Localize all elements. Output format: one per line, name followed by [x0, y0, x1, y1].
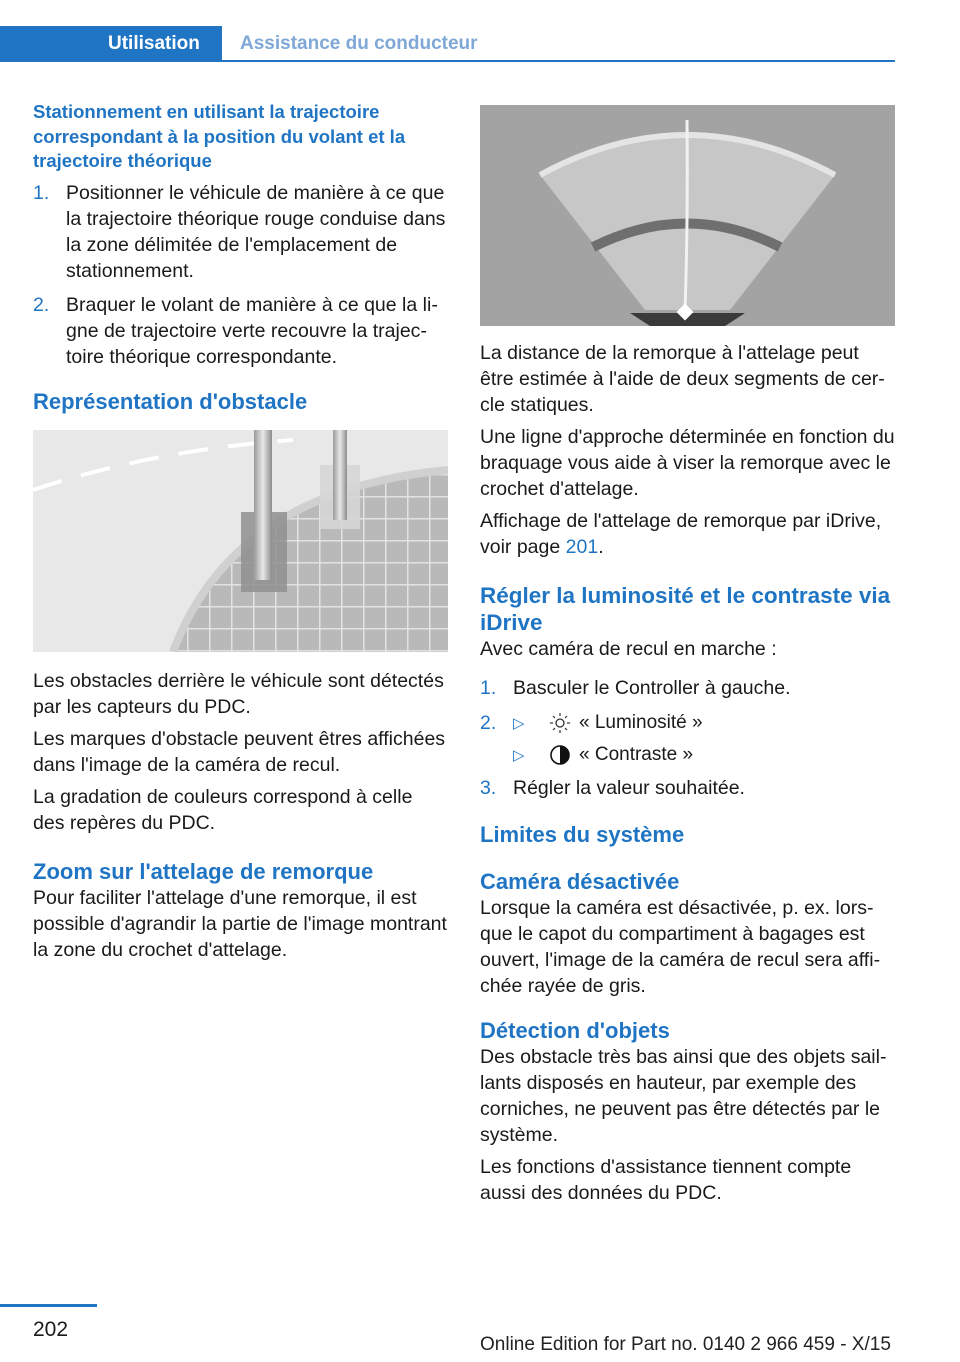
- right-column: [480, 105, 896, 1206]
- step-text: Positionner le véhicule de manière à ce que la trajectoire théorique rouge conduise dans la zone délimitée de l'emplacement de stationnement.: [66, 181, 446, 282]
- contrast-icon: [549, 744, 571, 766]
- brightness-label: « Luminosité »: [579, 712, 703, 733]
- contrast-label: « Contraste »: [579, 744, 694, 765]
- chapter-tab-label: Utilisation: [108, 33, 200, 54]
- edition-note: Online Edition for Part no. 0140 2 966 459 - X/15: [480, 1334, 891, 1355]
- brightness-steps: [480, 675, 896, 701]
- step-number: 2.: [480, 711, 497, 734]
- sun-icon: [549, 712, 571, 734]
- step-text: Régler la valeur souhaitée.: [513, 777, 745, 799]
- list-item: [480, 775, 896, 801]
- brightness-menu-item[interactable]: [480, 707, 896, 739]
- step-number: 3.: [480, 777, 497, 799]
- page-link[interactable]: 201: [565, 536, 599, 558]
- distance-paragraph: La distance de la remorque à l'attelage peut être estimée à l'aide de deux segments de cercle statiques.: [480, 342, 885, 416]
- step-number: 1.: [480, 677, 497, 699]
- heading-camera-off: Caméra désactivée: [480, 869, 680, 894]
- chapter-tab[interactable]: [0, 26, 222, 62]
- trajectory-steps: [33, 180, 449, 370]
- hitch-camera-illustration: [480, 105, 895, 326]
- subheading-trajectory: Stationnement en utilisant la trajectoire correspondant à la position du volant et la trajectoire théorique: [33, 101, 406, 171]
- display-paragraph-end: .: [598, 536, 604, 558]
- zoom-paragraph: Pour faciliter l'attelage d'une remorque, il est possible d'agrandir la partie de l'image montrant la zone du crochet d'attelage.: [33, 886, 447, 961]
- arrow-icon: ▷: [513, 747, 525, 764]
- step-number: 1.: [33, 181, 50, 204]
- page-number: 202: [33, 1318, 69, 1341]
- step-number: 2.: [33, 293, 50, 316]
- left-column: [33, 100, 449, 963]
- camera-off-paragraph: Lorsque la caméra est désactivée, p. ex. lorsque le capot du compartiment à bagages est ouvert, l'image de la caméra de recul sera affichée rayée de gris.: [480, 897, 881, 997]
- list-item: [480, 675, 896, 701]
- contrast-menu-item[interactable]: [480, 739, 896, 771]
- section-title[interactable]: Assistance du conducteur: [240, 33, 478, 54]
- list-item: [33, 292, 449, 370]
- obstacle-paragraph-2: Les marques d'obstacle peuvent êtres affichées dans l'image de la caméra de recul.: [33, 727, 446, 776]
- brightness-intro: Avec caméra de recul en marche :: [480, 638, 777, 660]
- detection-paragraph-2: Les fonctions d'assistance tiennent compte aussi des données du PDC.: [480, 1156, 852, 1204]
- step-text: Braquer le volant de manière à ce que la ligne de trajectoire verte recouvre la trajectoire théorique correspondante.: [66, 293, 438, 368]
- approach-paragraph: Une ligne d'approche déterminée en fonction du braquage vous aide à viser la remorque avec le crochet d'attelage.: [480, 426, 895, 500]
- obstacle-paragraph-3: La gradation de couleurs correspond à celle des repères du PDC.: [33, 785, 413, 834]
- display-paragraph: [480, 508, 896, 560]
- obstacle-paragraph-1: Les obstacles derrière le véhicule sont détectés par les capteurs du PDC.: [33, 669, 444, 718]
- step-text: Basculer le Controller à gauche.: [513, 677, 791, 699]
- heading-brightness: Régler la luminosité et le contraste via iDrive: [480, 583, 891, 635]
- footer-rule: [0, 1304, 97, 1307]
- list-item: [33, 180, 449, 284]
- arrow-icon: ▷: [513, 715, 525, 732]
- obstacle-illustration: [33, 430, 448, 652]
- heading-zoom: Zoom sur l'attelage de remorque: [33, 858, 374, 884]
- heading-limits: Limites du système: [480, 822, 685, 847]
- heading-detection: Détection d'objets: [480, 1018, 670, 1043]
- brightness-steps-end: [480, 775, 896, 801]
- heading-obstacle: Représentation d'obstacle: [33, 388, 308, 414]
- detection-paragraph-1: Des obstacle très bas ainsi que des objets saillants disposés en hauteur, par exemple des corniches, ne peuvent pas être détectés par le système.: [480, 1046, 887, 1146]
- display-paragraph-text: Affichage de l'attelage de remorque par iDrive, voir page: [480, 510, 882, 558]
